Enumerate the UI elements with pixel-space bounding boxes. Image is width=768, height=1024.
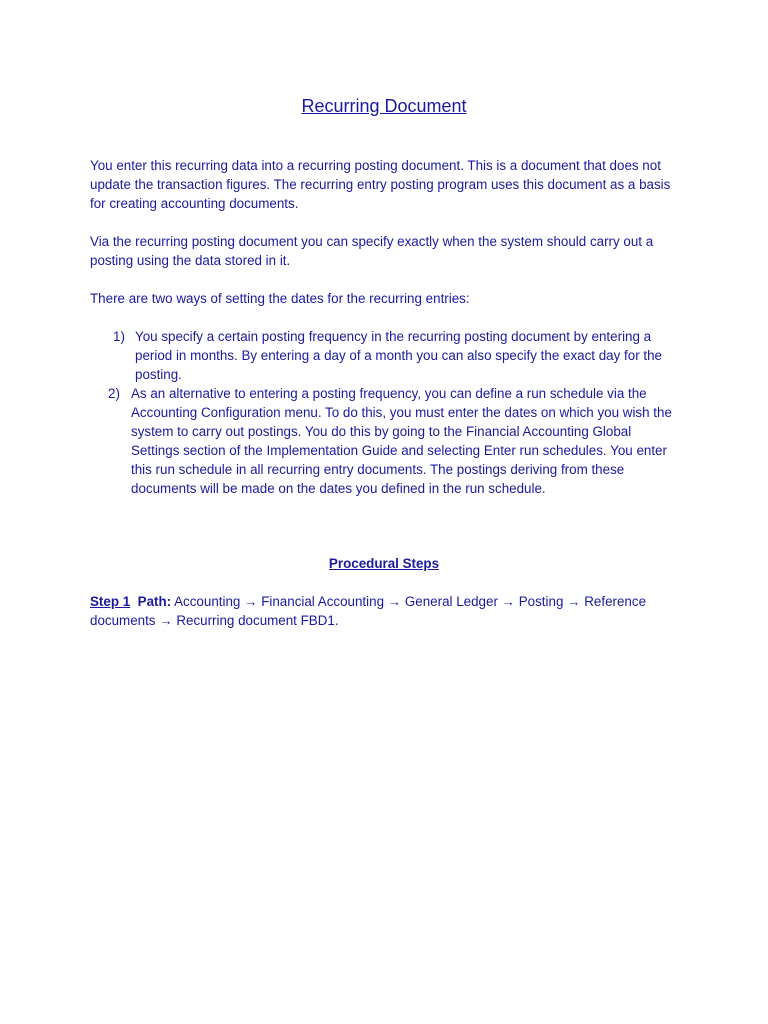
procedural-steps-heading: Procedural Steps bbox=[328, 556, 440, 571]
step-label: Step 1 bbox=[90, 594, 131, 609]
step-1 bbox=[90, 592, 680, 630]
list-item-text: As an alternative to entering a posting frequency, you can define a run schedule via the Accounting Configuration menu. To do this, you must enter the dates on which you wish the system to carry out postings. You do this by going to the Financial Accounting Global Settings section of the Implementation Guide and selecting Enter run schedules. You enter this run schedule in all recurring entry documents. The postings deriving from these documents will be made on the dates you defined in the run schedule. bbox=[131, 386, 672, 496]
intro-paragraph: You enter this recurring data into a recurring posting document. This is a document that does not update the transaction figures. The recurring entry posting program uses this document as a basis for creating accounting documents. bbox=[90, 158, 671, 211]
dates-intro-paragraph: There are two ways of setting the dates for the recurring entries: bbox=[90, 291, 470, 306]
document-title: Recurring Document bbox=[301, 96, 467, 116]
path-label: Path: bbox=[137, 594, 172, 609]
list-item-text: You specify a certain posting frequency in the recurring posting document by entering a period in months. By entering a day of a month you can also specify the exact day for the posting. bbox=[135, 329, 663, 382]
list-item-number: 2) bbox=[108, 386, 120, 401]
posting-paragraph: Via the recurring posting document you can specify exactly when the system should carry out a posting using the data stored in it. bbox=[90, 234, 654, 268]
menu-path-text: Accounting → Financial Accounting → General Ledger → Posting → Reference documents → Recurring document FBD1. bbox=[90, 594, 647, 628]
list-item-number: 1) bbox=[113, 329, 125, 344]
